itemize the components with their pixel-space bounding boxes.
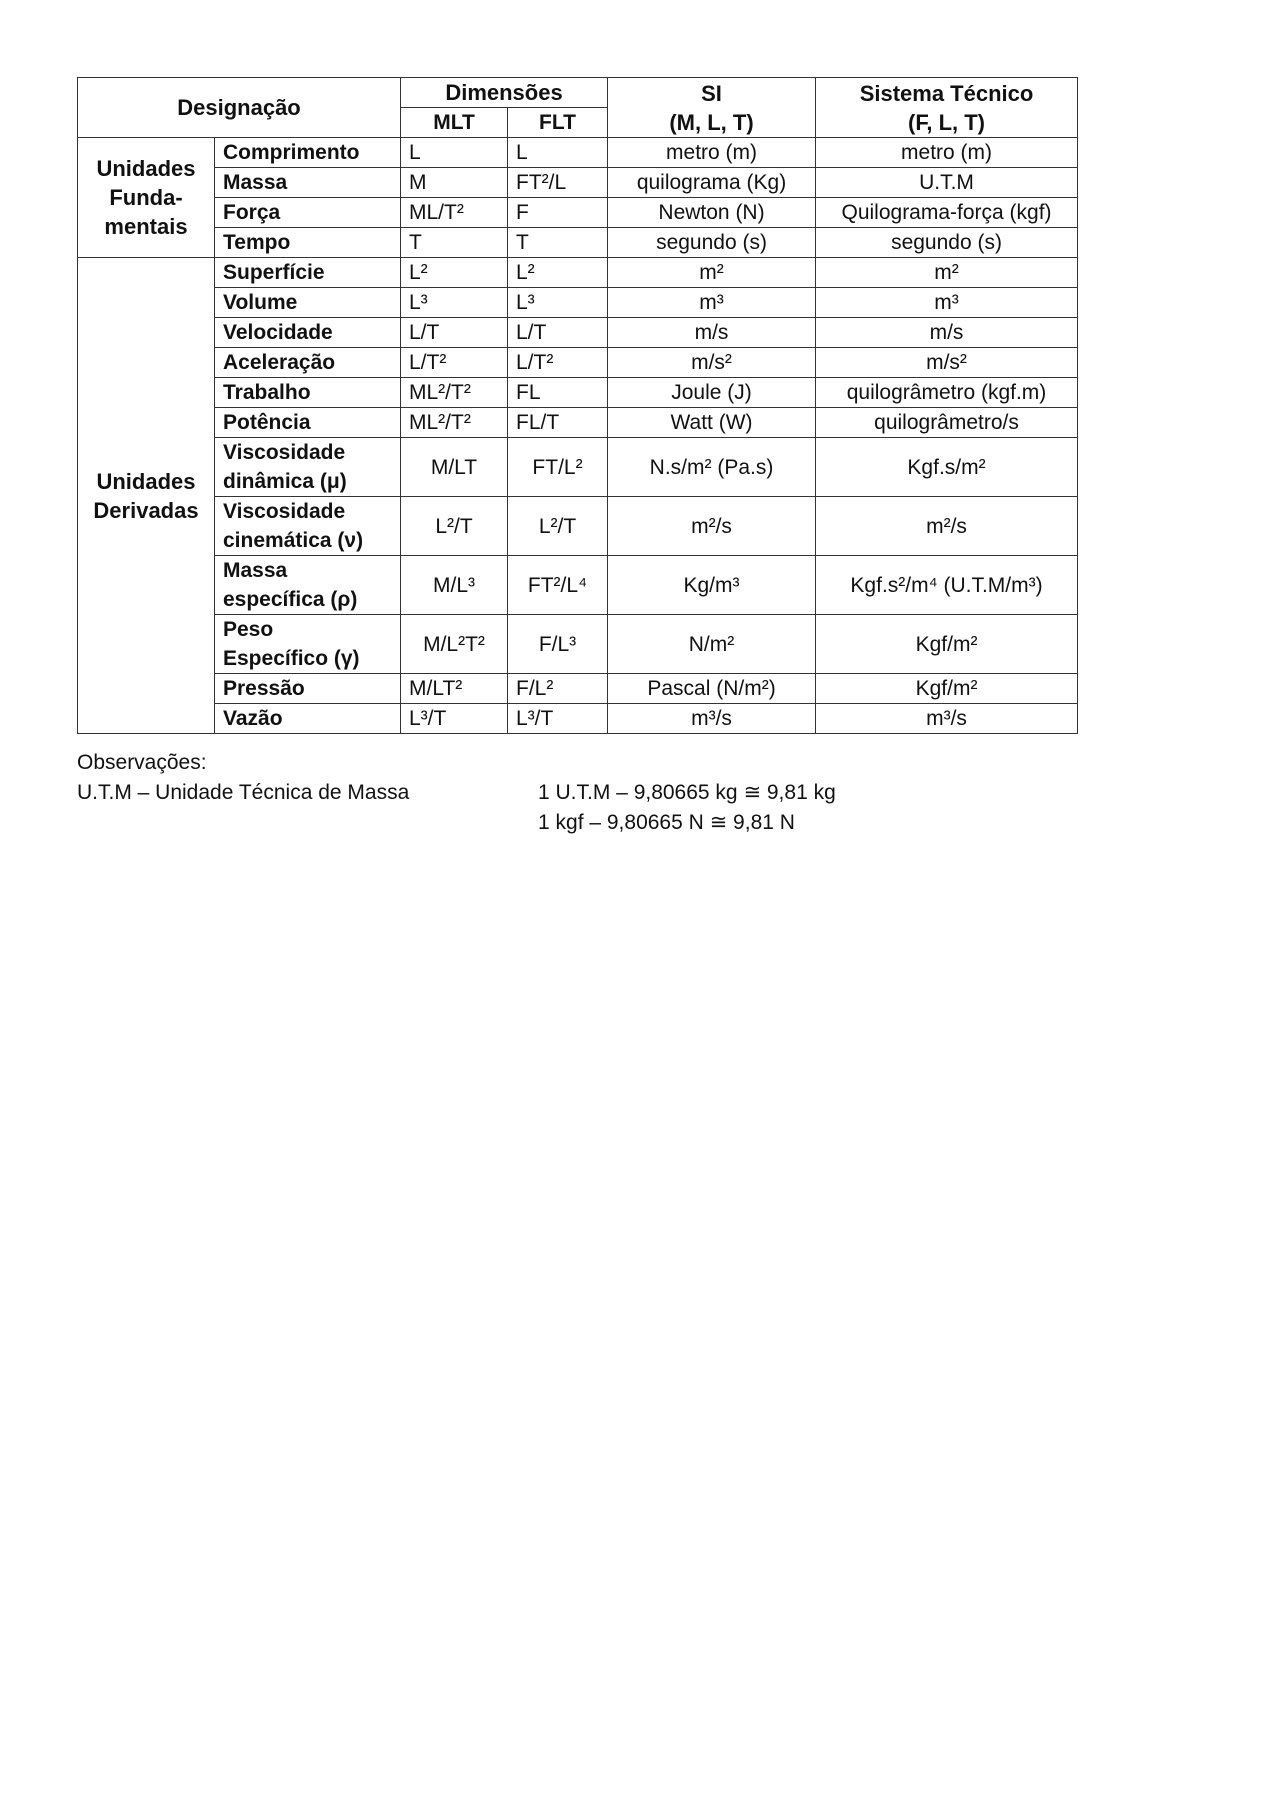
row-name-line: dinâmica (μ)	[223, 470, 347, 493]
conversion-kgf: 1 kgf – 9,80665 N ≅ 9,81 N	[538, 811, 795, 834]
header-designacao: Designação	[78, 78, 401, 138]
row-name: Força	[215, 198, 401, 228]
cell-tecnico: m²/s	[816, 497, 1078, 556]
table-row	[78, 438, 1078, 497]
cell-flt: L²	[508, 258, 608, 288]
cell-flt: FT/L²	[508, 438, 608, 497]
cell-si: Newton (N)	[608, 198, 816, 228]
group-unidades-fundamentais	[78, 138, 215, 258]
header-si	[608, 78, 816, 138]
cell-tecnico: quilogrâmetro (kgf.m)	[816, 378, 1078, 408]
row-name-line: Massa	[223, 559, 288, 582]
cell-flt: FT²/L	[508, 168, 608, 198]
row-name: Aceleração	[215, 348, 401, 378]
table-row	[78, 615, 1078, 674]
cell-mlt: L/T²	[401, 348, 508, 378]
cell-mlt: ML²/T²	[401, 408, 508, 438]
table-row	[78, 228, 1078, 258]
cell-mlt: M/LT	[401, 438, 508, 497]
table-row	[78, 556, 1078, 615]
row-name: Volume	[215, 288, 401, 318]
group-label-line: mentais	[104, 214, 188, 239]
cell-mlt: M/LT²	[401, 674, 508, 704]
cell-si: quilograma (Kg)	[608, 168, 816, 198]
header-tec-line2: (F, L, T)	[908, 109, 985, 135]
row-name: Massa	[215, 168, 401, 198]
cell-mlt: L²/T	[401, 497, 508, 556]
cell-flt: L²/T	[508, 497, 608, 556]
table-row	[78, 168, 1078, 198]
cell-flt: T	[508, 228, 608, 258]
cell-flt: L³/T	[508, 704, 608, 734]
group-label-line: Derivadas	[93, 497, 199, 523]
table-row	[78, 198, 1078, 228]
cell-flt: FT²/L⁴	[508, 556, 608, 615]
table-row	[78, 318, 1078, 348]
cell-flt: FL	[508, 378, 608, 408]
row-name	[215, 615, 401, 674]
header-si-line2: (M, L, T)	[669, 109, 754, 135]
row-name: Superfície	[215, 258, 401, 288]
document-page	[77, 77, 1077, 734]
row-name-line: Viscosidade	[223, 441, 346, 464]
row-name: Velocidade	[215, 318, 401, 348]
cell-mlt: M/L³	[401, 556, 508, 615]
header-sistema-tecnico	[816, 78, 1078, 138]
cell-si: m²/s	[608, 497, 816, 556]
cell-tecnico: Kgf.s/m²	[816, 438, 1078, 497]
cell-flt: L/T²	[508, 348, 608, 378]
cell-si: Joule (J)	[608, 378, 816, 408]
cell-si: Pascal (N/m²)	[608, 674, 816, 704]
cell-mlt: ML²/T²	[401, 378, 508, 408]
cell-mlt: T	[401, 228, 508, 258]
cell-mlt: M	[401, 168, 508, 198]
cell-flt: L/T	[508, 318, 608, 348]
row-name-line: Viscosidade	[223, 500, 346, 523]
row-name: Vazão	[215, 704, 401, 734]
cell-tecnico: Kgf/m²	[816, 615, 1078, 674]
header-tec-line1: Sistema Técnico	[859, 80, 1034, 106]
group-unidades-derivadas	[78, 258, 215, 734]
header-flt: FLT	[508, 108, 608, 138]
conversion-utm: 1 U.T.M – 9,80665 kg ≅ 9,81 kg	[538, 781, 836, 804]
cell-tecnico: m/s²	[816, 348, 1078, 378]
row-name: Trabalho	[215, 378, 401, 408]
cell-tecnico: Quilograma-força (kgf)	[816, 198, 1078, 228]
cell-si: N/m²	[608, 615, 816, 674]
cell-si: m³/s	[608, 704, 816, 734]
row-name: Comprimento	[215, 138, 401, 168]
cell-tecnico: quilogrâmetro/s	[816, 408, 1078, 438]
cell-si: m/s²	[608, 348, 816, 378]
header-si-line1: SI	[701, 80, 722, 106]
cell-tecnico: Kgf.s²/m⁴ (U.T.M/m³)	[816, 556, 1078, 615]
cell-flt: L³	[508, 288, 608, 318]
cell-flt: FL/T	[508, 408, 608, 438]
cell-si: m²	[608, 258, 816, 288]
cell-mlt: L/T	[401, 318, 508, 348]
row-name	[215, 556, 401, 615]
row-name: Tempo	[215, 228, 401, 258]
cell-mlt: L²	[401, 258, 508, 288]
group-label-line: Funda-	[109, 185, 183, 210]
observation-note: U.T.M – Unidade Técnica de Massa	[77, 781, 410, 804]
row-name	[215, 497, 401, 556]
cell-si: Watt (W)	[608, 408, 816, 438]
cell-si: metro (m)	[608, 138, 816, 168]
cell-tecnico: m²	[816, 258, 1078, 288]
cell-tecnico: m/s	[816, 318, 1078, 348]
cell-flt: L	[508, 138, 608, 168]
cell-si: m/s	[608, 318, 816, 348]
cell-tecnico: metro (m)	[816, 138, 1078, 168]
row-name-line: específica (ρ)	[223, 588, 358, 611]
group-label-line: Unidades	[96, 156, 196, 181]
table-row	[78, 408, 1078, 438]
row-name-line: Específico (γ)	[223, 647, 360, 670]
cell-tecnico: segundo (s)	[816, 228, 1078, 258]
table-row	[78, 674, 1078, 704]
row-name: Pressão	[215, 674, 401, 704]
cell-flt: F/L³	[508, 615, 608, 674]
row-name: Potência	[215, 408, 401, 438]
group-label-line: Unidades	[96, 468, 196, 494]
units-table	[77, 77, 1078, 734]
row-name	[215, 438, 401, 497]
row-name-line: Peso	[223, 618, 274, 641]
cell-si: N.s/m² (Pa.s)	[608, 438, 816, 497]
cell-flt: F/L²	[508, 674, 608, 704]
table-row	[78, 138, 1078, 168]
cell-mlt: M/L²T²	[401, 615, 508, 674]
header-dimensoes: Dimensões	[401, 78, 608, 108]
table-row	[78, 288, 1078, 318]
table-row	[78, 348, 1078, 378]
cell-mlt: L³/T	[401, 704, 508, 734]
cell-mlt: ML/T²	[401, 198, 508, 228]
cell-si: m³	[608, 288, 816, 318]
cell-mlt: L³	[401, 288, 508, 318]
row-name-line: cinemática (ν)	[223, 529, 364, 552]
cell-tecnico: m³/s	[816, 704, 1078, 734]
cell-tecnico: Kgf/m²	[816, 674, 1078, 704]
cell-si: Kg/m³	[608, 556, 816, 615]
table-row	[78, 497, 1078, 556]
header-mlt: MLT	[401, 108, 508, 138]
cell-tecnico: U.T.M	[816, 168, 1078, 198]
observations-title: Observações:	[77, 751, 207, 774]
table-row	[78, 704, 1078, 734]
cell-flt: F	[508, 198, 608, 228]
table-row	[78, 378, 1078, 408]
cell-mlt: L	[401, 138, 508, 168]
cell-tecnico: m³	[816, 288, 1078, 318]
table-row	[78, 258, 1078, 288]
cell-si: segundo (s)	[608, 228, 816, 258]
